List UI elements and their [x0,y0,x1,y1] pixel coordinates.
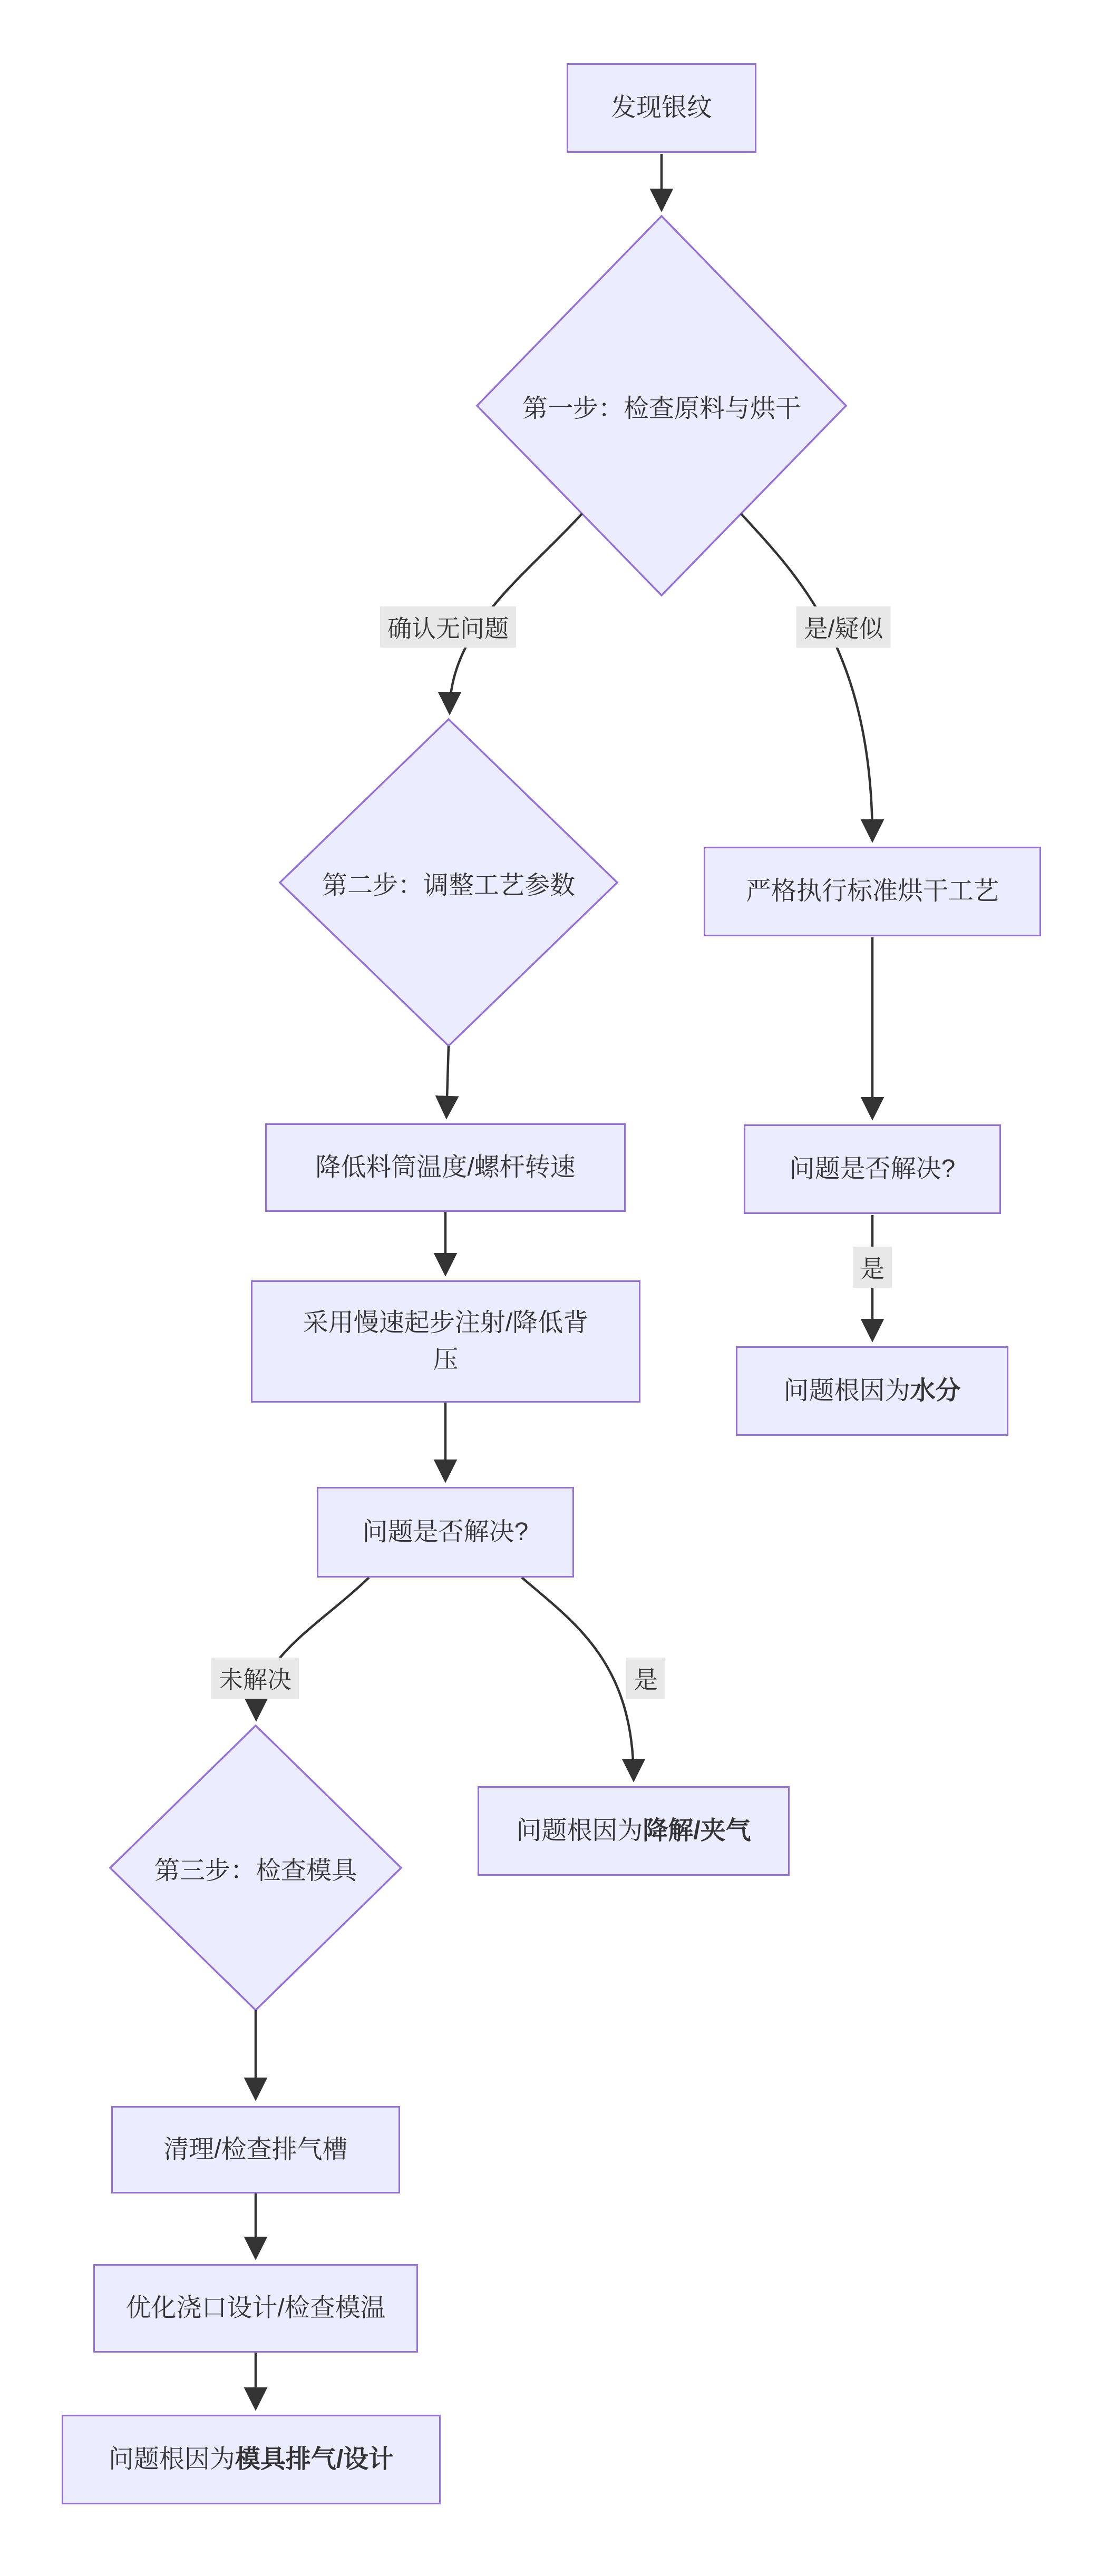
edge-label-confirm-ok: 确认无问题 [380,606,516,648]
edge-step2-to-reduce-temp [446,1046,449,1116]
node-clean-vent [111,2106,400,2193]
node-optimize-gate-label: 优化浇口设计/检查模温 [125,2294,386,2323]
node-step2-label: 第二步：调整工艺参数 [322,871,575,899]
edge-label-yes-suspect: 是/疑似 [796,606,891,648]
node-optimize-gate [93,2264,418,2353]
node-reduce-temp [265,1123,626,1212]
edge-label-yes1: 是 [853,1247,892,1288]
edge-solved2-to-cause-degradation [522,1578,634,1779]
node-solved1 [744,1124,1001,1214]
node-clean-vent-label: 清理/检查排气槽 [163,2136,348,2164]
node-dry-process [704,847,1041,936]
node-solved2 [317,1487,574,1578]
node-cause-moisture-label: 问题根因为水分 [783,1377,961,1405]
edge-label-unsolved: 未解决 [211,1658,299,1699]
node-reduce-temp-label: 降低料筒温度/螺杆转速 [315,1153,576,1182]
node-solved2-label: 问题是否解决? [362,1518,529,1546]
node-cause-degradation [478,1786,790,1876]
node-cause-degradation-label: 问题根因为降解/夹气 [516,1817,751,1845]
node-start [567,63,756,153]
node-slow-injection-label: 采用慢速起步注射/降低背压 [303,1309,589,1374]
node-dry-process-label: 严格执行标准烘干工艺 [745,877,999,906]
node-solved1-label: 问题是否解决? [789,1155,956,1183]
edge-step1-to-dry-process [741,514,872,839]
node-cause-moisture [736,1346,1008,1436]
edge-label-yes2: 是 [626,1658,665,1699]
node-step1-label: 第一步：检查原料与烘干 [522,394,801,423]
node-slow-injection [251,1280,640,1403]
node-cause-mold-label: 问题根因为模具排气/设计 [108,2445,394,2474]
node-cause-mold [62,2415,441,2504]
node-start-label: 发现银纹 [610,94,712,122]
node-step3-label: 第三步：检查模具 [154,1856,357,1885]
